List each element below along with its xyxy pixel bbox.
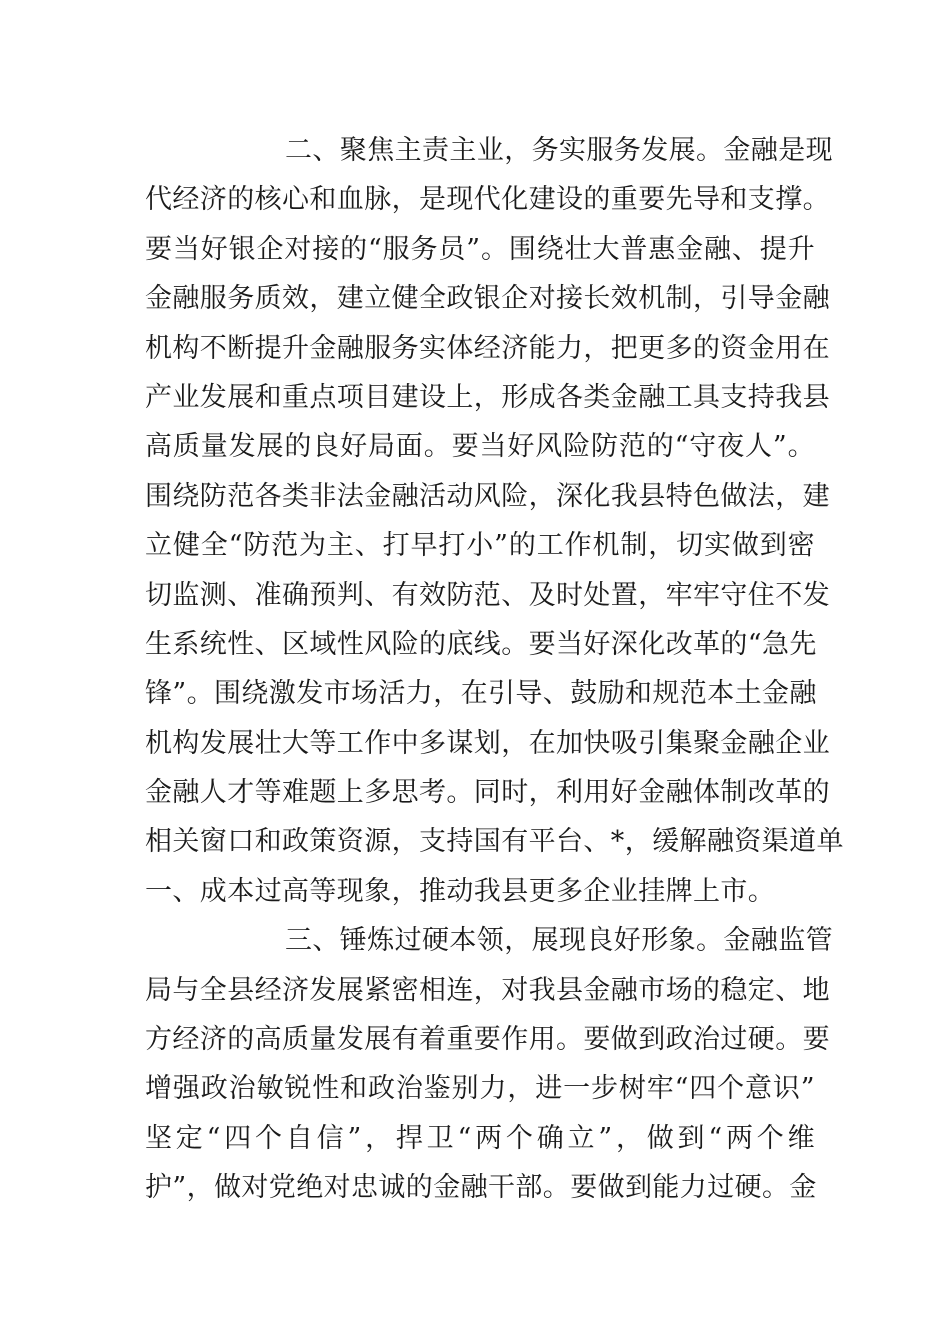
text-line: 二、聚焦主责主业，务实服务发展。金融是现 bbox=[285, 135, 833, 166]
text-line: 护”，做对党绝对忠诚的金融干部。要做到能力过硬。金 bbox=[145, 1172, 817, 1204]
text-line: 代经济的核心和血脉，是现代化建设的重要先导和支撑。 bbox=[145, 184, 830, 216]
text-line: 产业发展和重点项目建设上，形成各类金融工具支持我县 bbox=[145, 381, 830, 413]
text-line: 立健全“防范为主、打早打小”的工作机制，切实做到密 bbox=[145, 530, 815, 562]
text-line: 要当好银企对接的“服务员”。围绕壮大普惠金融、提升 bbox=[145, 233, 815, 265]
text-line: 增强政治敏锐性和政治鉴别力，进一步树牢“四个意识” bbox=[145, 1073, 815, 1105]
text-line: 切监测、准确预判、有效防范、及时处置，牢牢守住不发 bbox=[145, 579, 830, 611]
text-line: 金融服务质效，建立健全政银企对接长效机制，引导金融 bbox=[145, 283, 830, 315]
text-line: 机构发展壮大等工作中多谋划，在加快吸引集聚金融企业 bbox=[145, 727, 830, 759]
text-line: 相关窗口和政策资源，支持国有平台、*，缓解融资渠道单 bbox=[145, 826, 844, 858]
text-line: 局与全县经济发展紧密相连，对我县金融市场的稳定、地 bbox=[145, 974, 830, 1006]
text-line: 坚定“四个自信”，捍卫“两个确立”，做到“两个维 bbox=[145, 1122, 815, 1154]
body-text bbox=[145, 126, 844, 1213]
text-line: 金融人才等难题上多思考。同时，利用好金融体制改革的 bbox=[145, 777, 830, 809]
text-line: 生系统性、区域性风险的底线。要当好深化改革的“急先 bbox=[145, 628, 817, 660]
text-line: 一、成本过高等现象，推动我县更多企业挂牌上市。 bbox=[145, 875, 776, 907]
text-line: 高质量发展的良好局面。要当好风险防范的“守夜人”。 bbox=[145, 431, 815, 463]
text-line: 锋”。围绕激发市场活力，在引导、鼓励和规范本土金融 bbox=[145, 678, 817, 710]
text-line: 方经济的高质量发展有着重要作用。要做到政治过硬。要 bbox=[145, 1024, 830, 1056]
text-line: 机构不断提升金融服务实体经济能力，把更多的资金用在 bbox=[145, 332, 830, 364]
text-line: 三、锤炼过硬本领，展现良好形象。金融监管 bbox=[285, 925, 833, 957]
text-line: 围绕防范各类非法金融活动风险，深化我县特色做法，建 bbox=[145, 480, 830, 512]
